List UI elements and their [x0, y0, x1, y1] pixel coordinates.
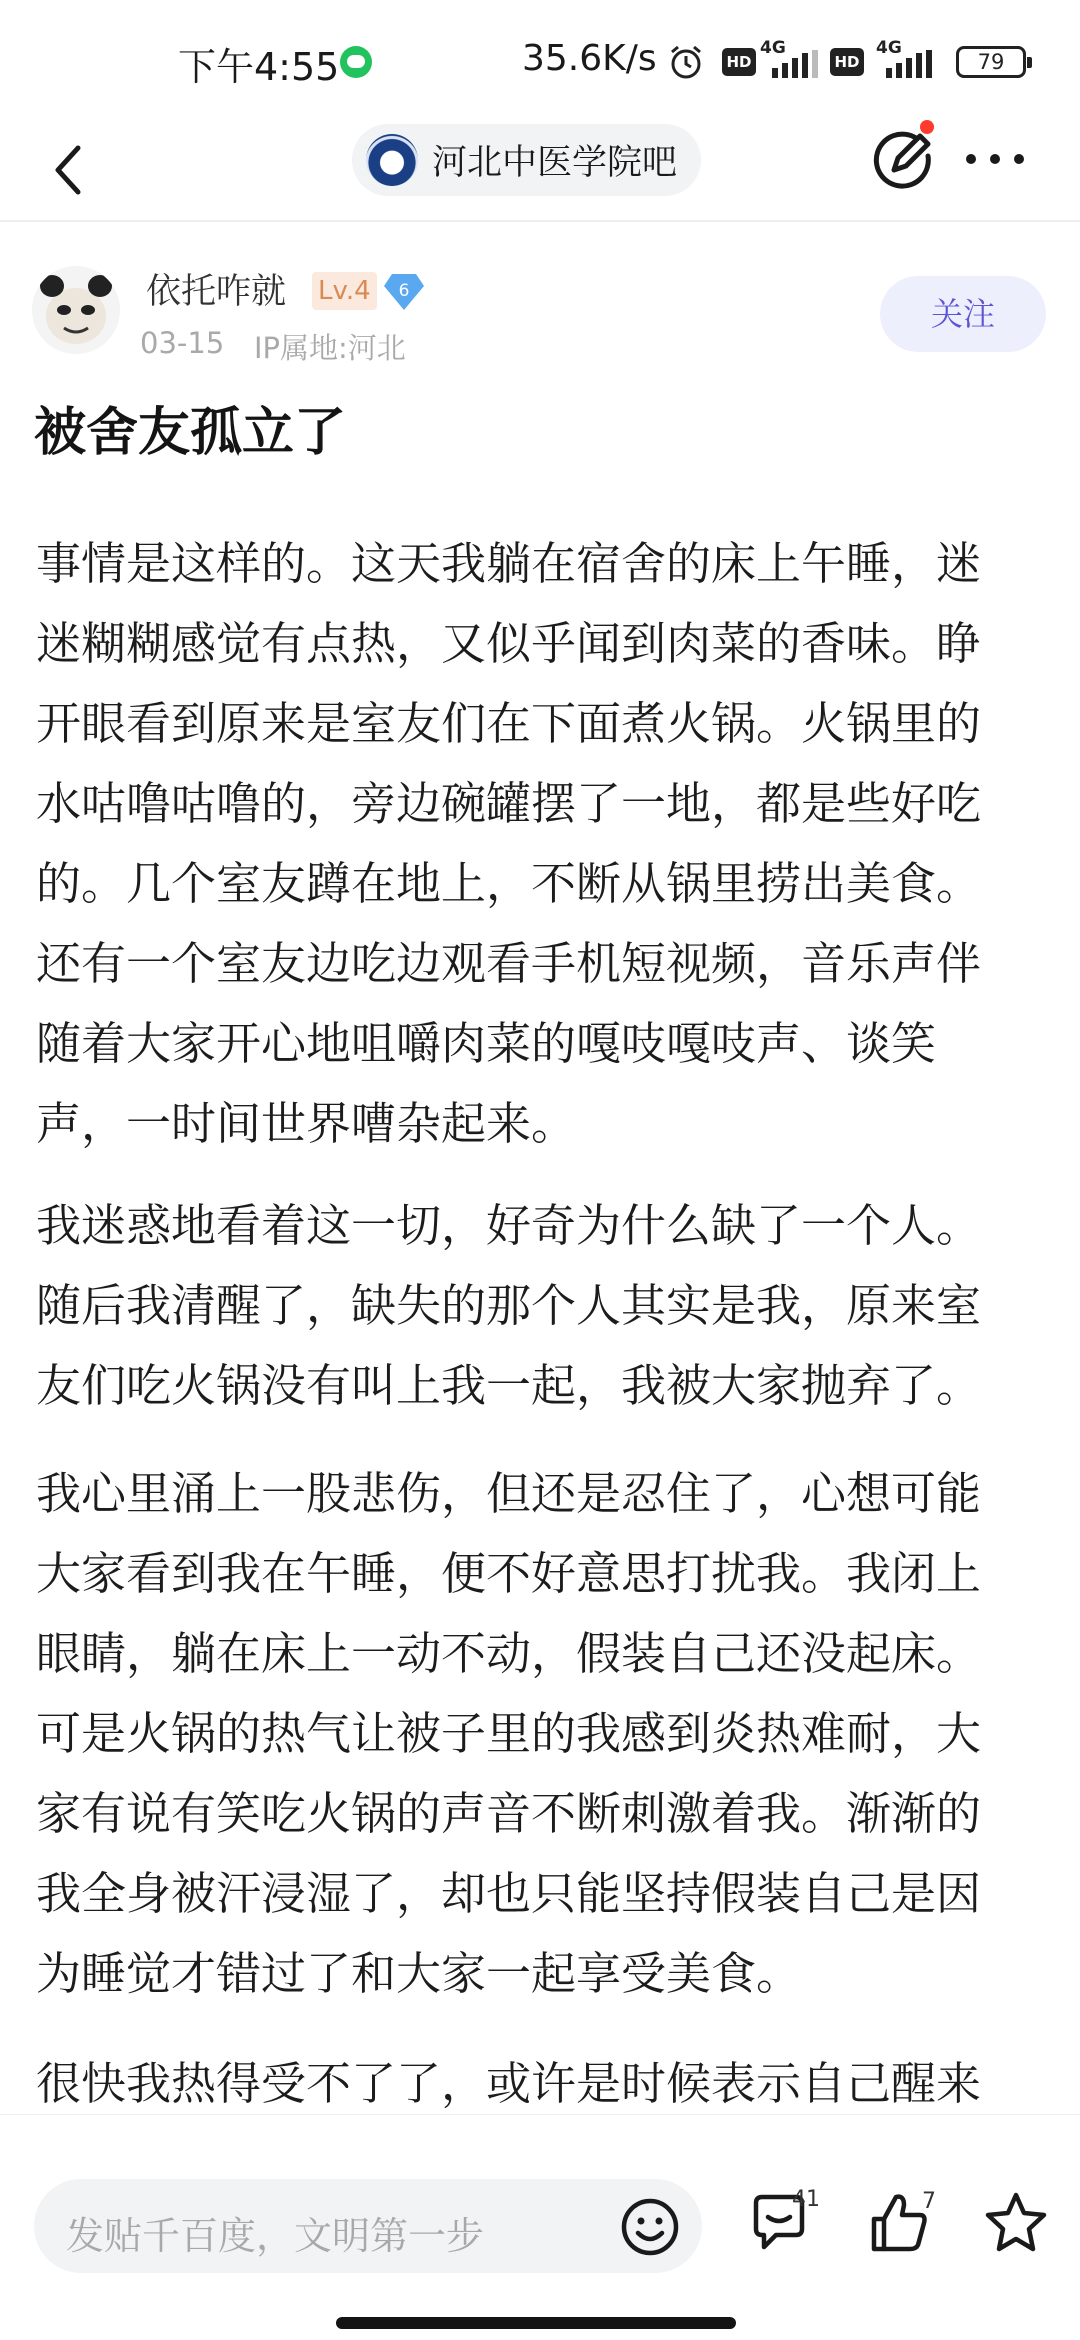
paragraph-line: 友们吃火锅没有叫上我一起，我被大家抛弃了。: [36, 1359, 982, 1412]
diamond-level-icon: [382, 270, 426, 312]
status-time: 下午4:55: [178, 45, 340, 89]
author-avatar[interactable]: [32, 266, 120, 354]
battery-indicator: 79: [956, 46, 1026, 78]
paragraph-line: 很快我热得受不了了，或许是时候表示自己醒来: [36, 2057, 982, 2110]
level-badge: Lv.4: [312, 272, 377, 310]
paragraph-line: 我全身被汗浸湿了，却也只能坚持假装自己是因: [36, 1867, 982, 1920]
forum-chip[interactable]: [352, 124, 701, 196]
paragraph-line: 眼睛，躺在床上一动不动，假装自己还没起床。: [36, 1627, 982, 1680]
post-ip-location: IP属地:河北: [254, 331, 406, 365]
paragraph-line: 可是火锅的热气让被子里的我感到炎热难耐，大: [36, 1707, 982, 1760]
post-paragraph-2: [36, 1186, 1046, 1426]
notification-dot: [920, 120, 934, 134]
back-icon[interactable]: [40, 130, 100, 210]
post-paragraph-1: [36, 524, 1046, 1164]
paragraph-line: 我迷惑地看着这一切，好奇为什么缺了一个人。: [36, 1199, 982, 1252]
post-paragraph-4: [36, 2044, 1046, 2124]
paragraph-line: 为睡觉才错过了和大家一起享受美食。: [36, 1947, 802, 2000]
paragraph-line: 开眼看到原来是室友们在下面煮火锅。火锅里的: [36, 697, 982, 750]
paragraph-line: 还有一个室友边吃边观看手机短视频，音乐声伴: [36, 937, 982, 990]
top-nav: [0, 120, 1080, 222]
paragraph-line: 水咕噜咕噜的，旁边碗罐摆了一地，都是些好吃: [36, 777, 982, 830]
comment-count: 41: [792, 2187, 820, 2212]
signal-icon: [770, 50, 818, 78]
status-bar: [0, 0, 1080, 120]
network-speed: 35.6K/s: [522, 38, 657, 79]
paragraph-line: 家有说有笑吃火锅的声音不断刺激着我。渐渐的: [36, 1787, 982, 1840]
forum-logo: [366, 134, 418, 186]
more-icon[interactable]: [962, 144, 1028, 174]
post-title: 被舍友孤立了: [34, 403, 347, 463]
paragraph-line: 随着大家开心地咀嚼肉菜的嘎吱嘎吱声、谈笑: [36, 1017, 937, 1070]
star-icon[interactable]: [982, 2189, 1050, 2257]
follow-button[interactable]: 关注: [880, 276, 1046, 352]
panda-face-icon: [32, 266, 120, 354]
paragraph-line: 迷糊糊感觉有点热，又似乎闻到肉菜的香味。睁: [36, 617, 982, 670]
hd-badge-2: HD: [830, 48, 864, 76]
paragraph-line: 的。几个室友蹲在地上，不断从锅里捞出美食。: [36, 857, 982, 910]
wechat-notification-icon: [340, 46, 372, 78]
author-name[interactable]: 依托咋就: [146, 272, 287, 312]
home-indicator: [336, 2317, 736, 2329]
alarm-icon: [668, 44, 704, 80]
paragraph-line: 随后我清醒了，缺失的那个人其实是我，原来室: [36, 1279, 982, 1332]
hd-badge: HD: [722, 48, 756, 76]
bottom-action-bar: [0, 2114, 1080, 2340]
emoji-icon[interactable]: [618, 2195, 682, 2259]
paragraph-line: 声，一时间世界嘈杂起来。: [36, 1097, 577, 1150]
reply-placeholder: 发贴千百度，文明第一步: [66, 2214, 485, 2258]
signal-icon-2: [884, 50, 932, 78]
edit-icon[interactable]: [868, 126, 938, 196]
paragraph-line: 我心里涌上一股悲伤，但还是忍住了，心想可能: [36, 1467, 982, 1520]
post-date: 03-15: [140, 326, 225, 360]
reply-input[interactable]: [34, 2179, 702, 2273]
paragraph-line: 事情是这样的。这天我躺在宿舍的床上午睡，迷: [36, 537, 982, 590]
gem-level: 6: [398, 281, 410, 301]
like-count: 7: [922, 2189, 936, 2214]
forum-name: 河北中医学院吧: [432, 143, 678, 183]
network-type-2: 4G: [876, 38, 902, 58]
paragraph-line: 大家看到我在午睡，便不好意思打扰我。我闭上: [36, 1547, 982, 1600]
post-paragraph-3: [36, 1454, 1046, 2014]
network-type: 4G: [760, 38, 786, 58]
